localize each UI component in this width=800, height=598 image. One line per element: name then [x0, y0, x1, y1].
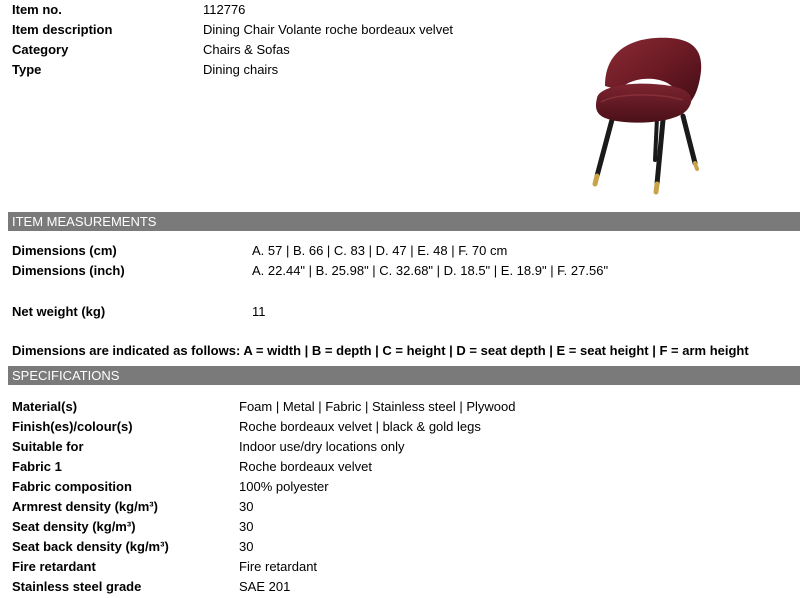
- dimensions-inch-label: Dimensions (inch): [12, 263, 125, 278]
- fire-retardant-label: Fire retardant: [12, 559, 96, 574]
- item-no-label: Item no.: [12, 2, 62, 17]
- fire-retardant-value: Fire retardant: [239, 559, 318, 574]
- category-label: Category: [12, 42, 69, 57]
- material-label: Material(s): [12, 399, 78, 414]
- fabric-1-label: Fabric 1: [12, 459, 62, 474]
- dining-chair-image: [575, 28, 715, 198]
- seat-back-density-label: Seat back density (kg/m³): [12, 539, 169, 554]
- seat-density-value: 30: [239, 519, 254, 534]
- dimensions-note: Dimensions are indicated as follows: A = width | B = depth | C = height | D = seat depth | E = seat height | F = arm height: [12, 343, 749, 358]
- dimensions-inch-value: A. 22.44" | B. 25.98" | C. 32.68" | D. 18.5" | E. 18.9" | F. 27.56": [252, 263, 609, 278]
- fabric-composition-value: 100% polyester: [239, 479, 329, 494]
- item-no-value: 112776: [203, 2, 246, 17]
- finish-value: Roche bordeaux velvet | black & gold legs: [239, 419, 481, 434]
- category-value: Chairs & Sofas: [203, 42, 290, 57]
- type-label: Type: [12, 62, 42, 77]
- type-value: Dining chairs: [203, 62, 279, 77]
- suitable-for-label: Suitable for: [12, 439, 84, 454]
- suitable-for-value: Indoor use/dry locations only: [239, 439, 405, 454]
- armrest-density-value: 30: [239, 499, 254, 514]
- armrest-density-label: Armrest density (kg/m³): [12, 499, 158, 514]
- net-weight-value: 11: [252, 304, 266, 319]
- fabric-1-value: Roche bordeaux velvet: [239, 459, 372, 474]
- dimensions-cm-label: Dimensions (cm): [12, 243, 117, 258]
- finish-label: Finish(es)/colour(s): [12, 419, 133, 434]
- item-description-label: Item description: [12, 22, 113, 37]
- item-description-value: Dining Chair Volante roche bordeaux velvet: [203, 22, 454, 37]
- seat-density-label: Seat density (kg/m³): [12, 519, 136, 534]
- seat-back-density-value: 30: [239, 539, 254, 554]
- stainless-steel-grade-label: Stainless steel grade: [12, 579, 142, 594]
- fabric-composition-label: Fabric composition: [12, 479, 132, 494]
- item-measurements-header: ITEM MEASUREMENTS: [8, 212, 800, 231]
- net-weight-label: Net weight (kg): [12, 304, 106, 319]
- dimensions-cm-value: A. 57 | B. 66 | C. 83 | D. 47 | E. 48 | F. 70 cm: [252, 243, 508, 258]
- stainless-steel-grade-value: SAE 201: [239, 579, 291, 594]
- material-value: Foam | Metal | Fabric | Stainless steel | Plywood: [239, 399, 516, 414]
- specifications-header: SPECIFICATIONS: [8, 366, 800, 385]
